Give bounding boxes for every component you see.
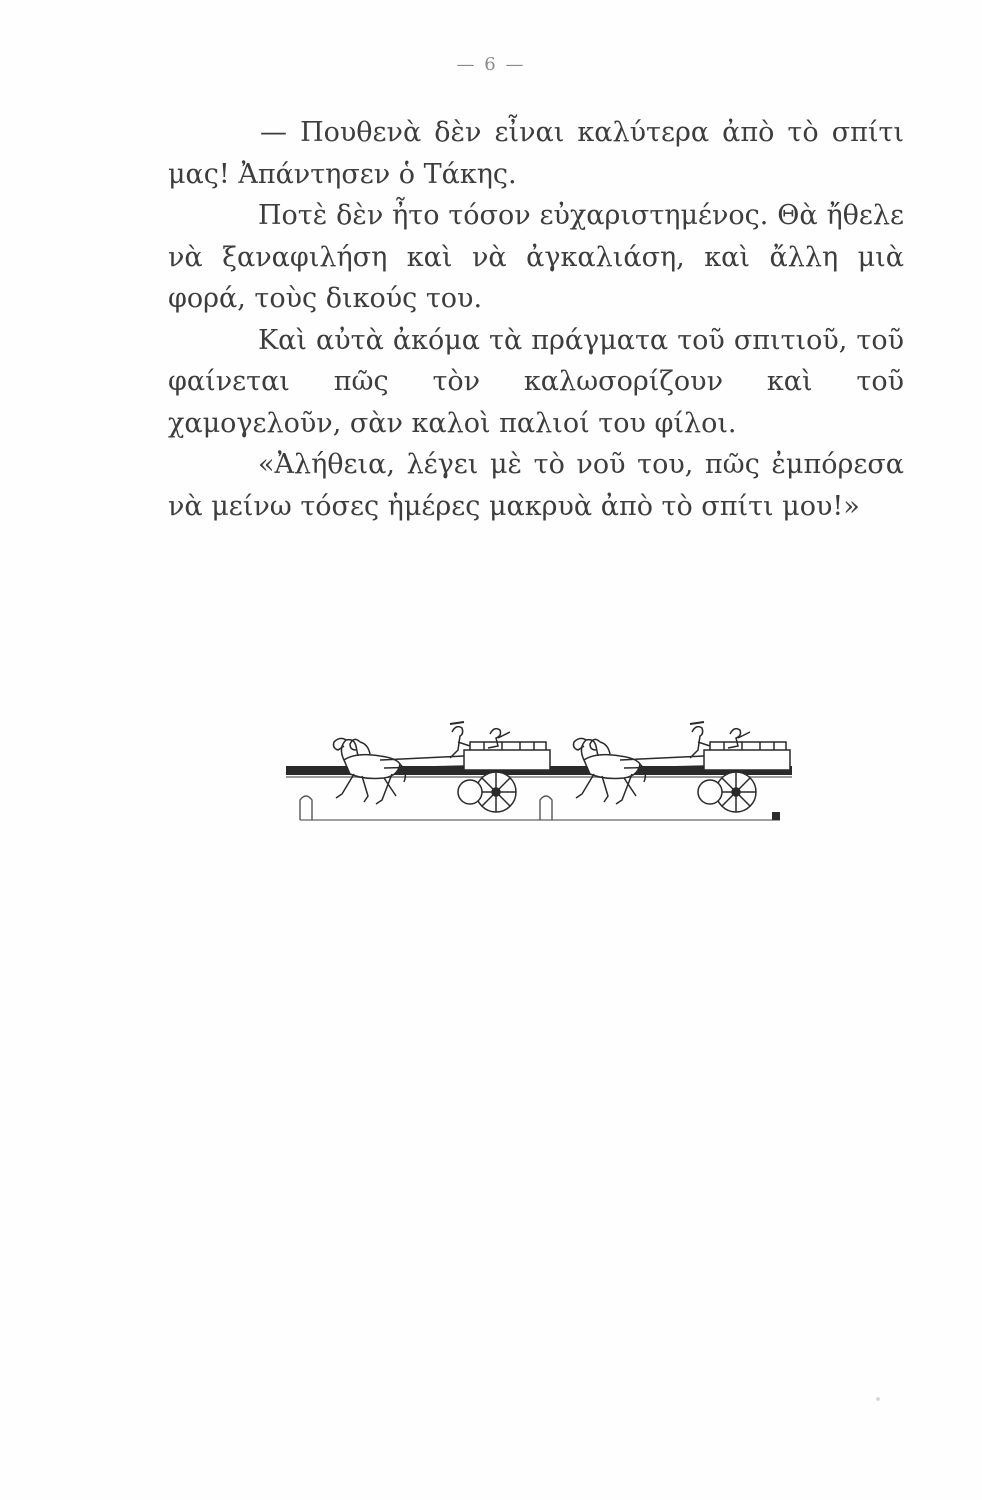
cart-2-front-wheel: [698, 780, 722, 804]
horse-4-neck: [600, 742, 610, 754]
marker-right: [772, 812, 780, 820]
page-number: — 6 —: [456, 54, 526, 75]
cart-group-2: [574, 722, 791, 812]
driver-2-hat: [690, 722, 704, 724]
cart-1-rail: [470, 742, 546, 750]
paper-speck: [876, 1397, 880, 1401]
milestone-left: [300, 796, 312, 820]
paragraph: — Πουθενὰ δὲν εἶναι καλύτερα ἀπὸ τὸ σπίτι μας! Ἀπάντησεν ὁ Τάκης.: [168, 117, 904, 190]
driver-1-hat: [450, 722, 464, 724]
cart-1-body: [464, 750, 550, 770]
cart-1-front-wheel: [458, 780, 482, 804]
cart-2-rail: [710, 742, 786, 750]
horse-carts-illustration: [284, 716, 794, 826]
horse-1-head: [334, 738, 347, 750]
passenger-2: [728, 729, 750, 748]
passenger-1: [488, 729, 510, 748]
cart-group-1: [334, 722, 551, 812]
paragraph: Ποτὲ δὲν ἦτο τόσον εὐχαριστημένος. Θὰ ἤθελε νὰ ξαναφιλήση καὶ νὰ ἀγκαλιάση, καὶ ἄλλη μιὰ φορά, τοὺς δικούς του.: [168, 200, 904, 314]
horse-2-neck: [360, 742, 370, 754]
cart-2-body: [704, 750, 790, 770]
milestone-mid: [540, 796, 552, 820]
body-text: [168, 112, 904, 527]
horse-3-head: [574, 738, 587, 750]
paragraph: Καὶ αὐτὰ ἀκόμα τὰ πράγματα τοῦ σπιτιοῦ, τοῦ φαίνεται πῶς τὸν καλωσορίζουν καὶ τοῦ χαμογελοῦν, σὰν καλοὶ παλιοί του φίλοι.: [168, 324, 904, 439]
paragraph: «Ἀλήθεια, λέγει μὲ τὸ νοῦ του, πῶς ἐμπόρεσα νὰ μείνω τόσες ἡμέρες μακρυὰ ἀπὸ τὸ σπίτι μου!»: [168, 449, 904, 522]
